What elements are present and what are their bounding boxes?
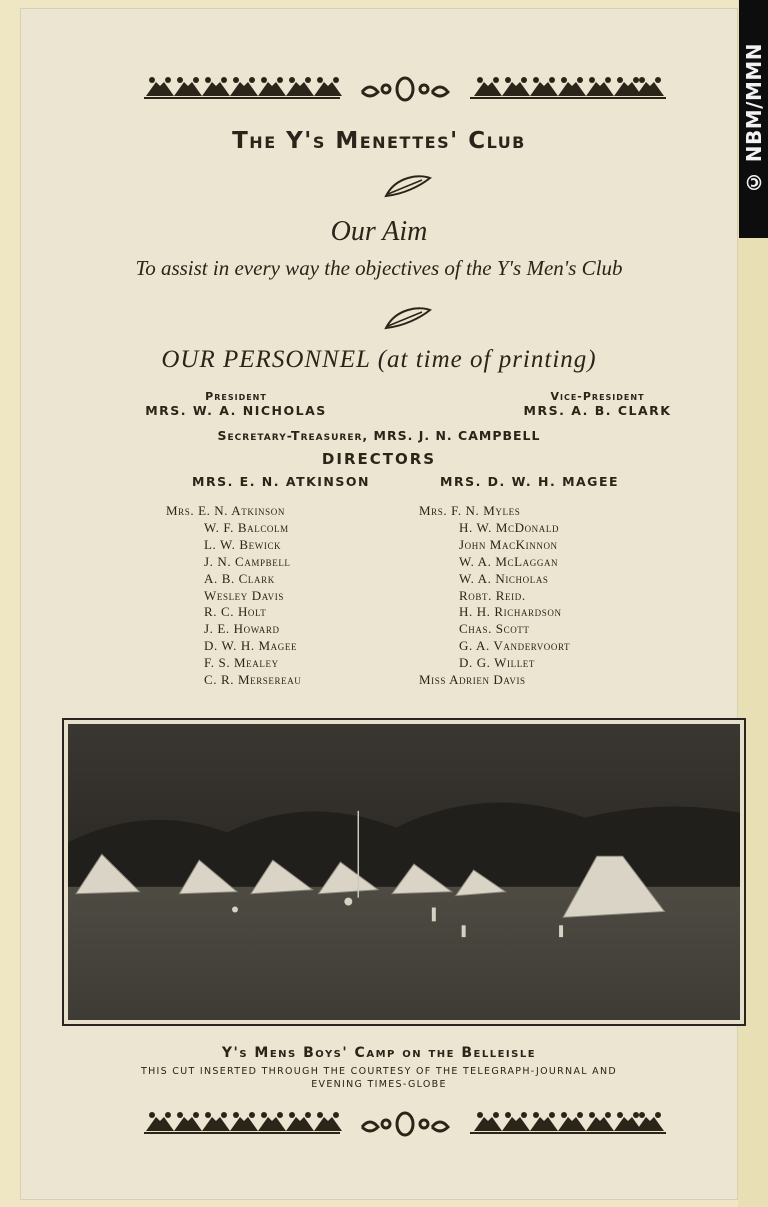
photo-caption: Y's Mens Boys' Camp on the Belleisle [221, 1045, 537, 1061]
personnel-heading: OUR PERSONNEL (at time of printing) [161, 346, 597, 373]
member-name: Chas. Scott [459, 621, 530, 637]
aim-text: To assist in every way the objectives of the Y's Men's Club [135, 256, 623, 280]
copyright-watermark [739, 0, 768, 238]
member-name: Robt. Reid. [459, 587, 526, 603]
vice-president-block [515, 390, 680, 418]
member-name: H. W. McDonald [459, 519, 560, 535]
president-name: MRS. W. A. NICHOLAS [145, 403, 327, 418]
secretary-treasurer [20, 428, 738, 443]
members-list-right [419, 503, 570, 689]
member-name: H. H. Richardson [459, 604, 562, 620]
secretary-role: Secretary-Treasurer, [217, 428, 369, 443]
vice-president-role: Vice-President [550, 390, 645, 403]
directors-heading: DIRECTORS [321, 450, 437, 468]
director-name: MRS. D. W. H. MAGEE [440, 474, 620, 489]
member-name: Mrs. E. N. Atkinson [166, 503, 285, 518]
top-ornament [140, 72, 670, 106]
secretary-name: MRS. J. N. CAMPBELL [373, 428, 541, 443]
member-name: L. W. Bewick [204, 536, 282, 552]
watermark-text: © NBM/MMN [741, 43, 766, 195]
leaf-ornament-icon [382, 172, 434, 198]
member-name: Mrs. F. N. Myles [419, 503, 521, 518]
ornament-border-icon [140, 72, 670, 106]
member-name: F. S. Mealey [204, 655, 279, 671]
photo-credit-line: EVENING TIMES-GLOBE [311, 1079, 447, 1090]
member-name: C. R. Mersereau [204, 672, 302, 688]
member-name: W. A. McLaggan [459, 553, 559, 569]
ornament-border-icon [140, 1107, 670, 1141]
member-name: Wesley Davis [204, 587, 284, 603]
member-name: D. G. Willet [459, 655, 535, 671]
member-name: W. F. Balcolm [204, 519, 289, 535]
club-title: The Y's Menettes' Club [232, 128, 526, 154]
member-name: A. B. Clark [204, 570, 275, 586]
member-name: D. W. H. Magee [204, 638, 298, 654]
members-list-left [166, 503, 301, 689]
member-name: R. C. Holt [204, 604, 267, 620]
president-block [140, 390, 332, 418]
member-name: Miss Adrien Davis [419, 672, 526, 688]
director-name: MRS. E. N. ATKINSON [192, 474, 370, 489]
president-role: President [205, 390, 267, 403]
vice-president-name: MRS. A. B. CLARK [523, 403, 672, 418]
bottom-ornament [140, 1107, 670, 1141]
member-name: J. N. Campbell [204, 553, 291, 569]
photo-credit-line: THIS CUT INSERTED THROUGH THE COURTESY OF THE TELEGRAPH-JOURNAL AND [140, 1066, 617, 1077]
aim-heading: Our Aim [330, 216, 428, 247]
member-name: John MacKinnon [459, 536, 558, 552]
camp-photograph [62, 718, 746, 1026]
leaf-ornament-icon [382, 304, 434, 330]
camp-tents-image [68, 724, 740, 1020]
member-name: J. E. Howard [204, 621, 280, 637]
member-name: G. A. Vandervoort [459, 638, 571, 654]
member-name: W. A. Nicholas [459, 570, 549, 586]
